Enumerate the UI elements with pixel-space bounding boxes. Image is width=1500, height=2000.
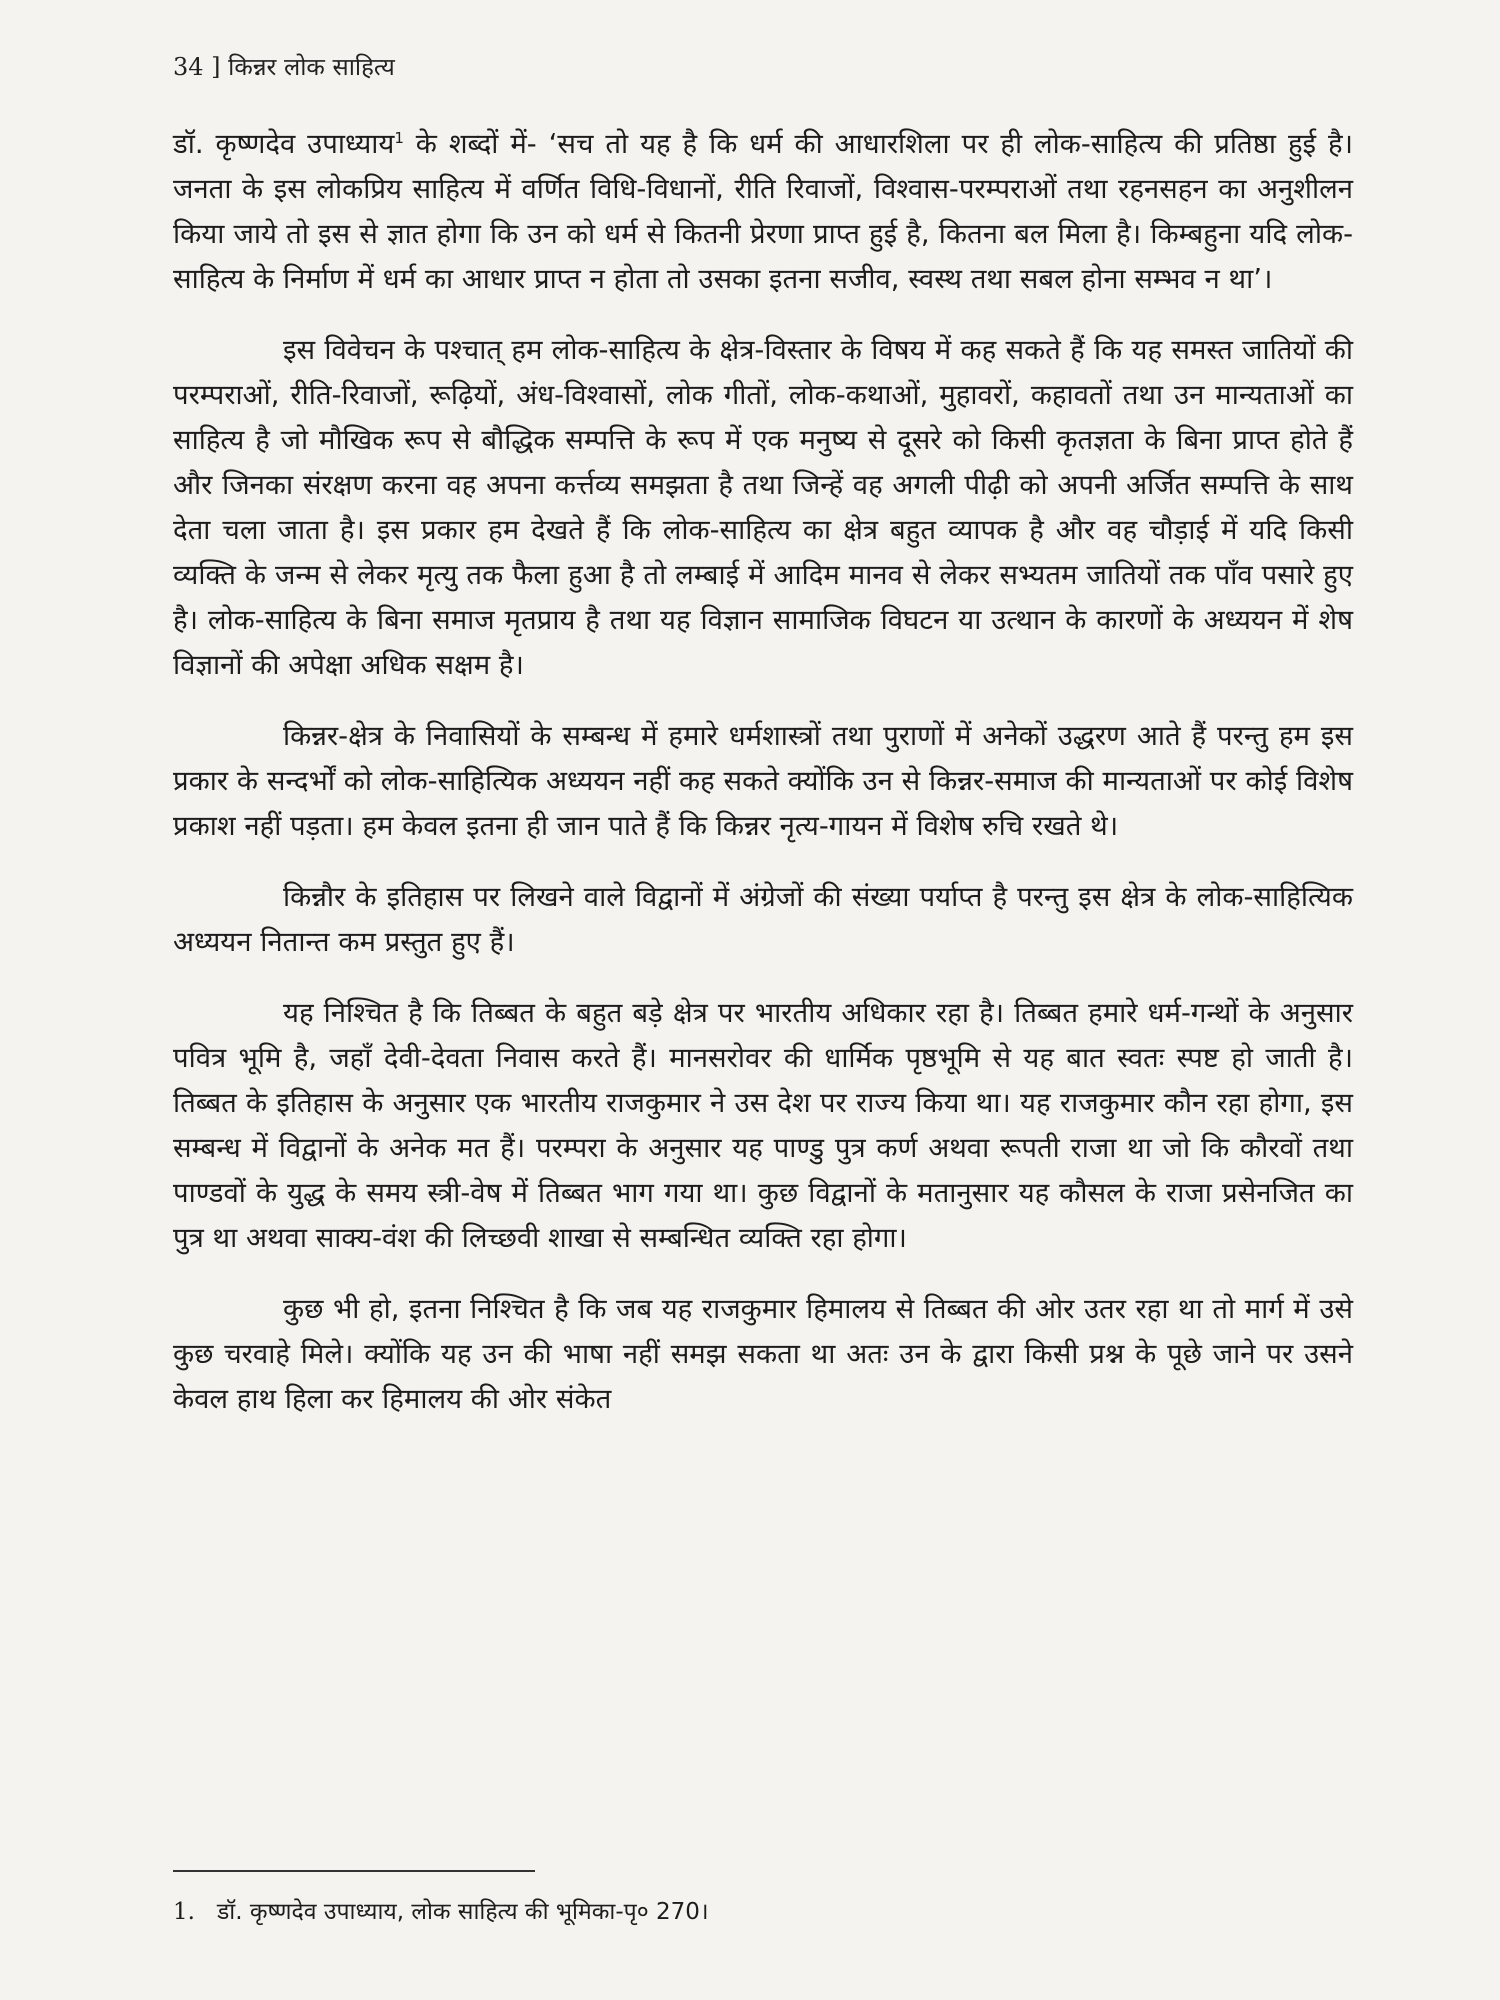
paragraph-5: यह निश्चित है कि तिब्बत के बहुत बड़े क्षेत्र पर भारतीय अधिकार रहा है। तिब्बत हमारे धर्म-गन्थों के अनुसार पवित्र भूमि है, जहाँ देवी-देवता निवास करते हैं। मानसरोवर की धार्मिक पृष्ठभूमि से यह बात स्वतः स्पष्ट हो जाती है। तिब्बत के इतिहास के अनुसार एक भारतीय राजकुमार ने उस देश पर राज्य किया था। यह राजकुमार कौन रहा होगा, इस सम्बन्ध में विद्वानों के अनेक मत हैं। परम्परा के अनुसार यह पाण्डु पुत्र कर्ण अथवा रूपती राजा था जो कि कौरवों तथा पाण्डवों के युद्ध के समय स्त्री-वेष में तिब्बत भाग गया था। कुछ विद्वानों के मतानुसार यह कौसल के राजा प्रसेनजित का पुत्र था अथवा साक्य-वंश की लिच्छवी शाखा से सम्बन्धित व्यक्ति रहा होगा। bbox=[173, 997, 1353, 1254]
paragraph-1 bbox=[173, 122, 1353, 302]
quoted-author: डॉ. कृष्णदेव उपाध्याय bbox=[173, 128, 395, 160]
footnote bbox=[173, 1895, 1353, 1929]
paragraph-6: कुछ भी हो, इतना निश्चित है कि जब यह राजकुमार हिमालय से तिब्बत की ओर उतर रहा था तो मार्ग में उसे कुछ चरवाहे मिले। क्योंकि यह उन की भाषा नहीं समझ सकता था अतः उन के द्वारा किसी प्रश्न के पूछे जाने पर उसने केवल हाथ हिला कर हिमालय की ओर संकेत bbox=[173, 1293, 1353, 1415]
main-text bbox=[173, 122, 1353, 1448]
footnote-number: 1. bbox=[173, 1899, 195, 1925]
paragraph-3: किन्नर-क्षेत्र के निवासियों के सम्बन्ध में हमारे धर्मशास्त्रों तथा पुराणों में अनेकों उद्धरण आते हैं परन्तु हम इस प्रकार के सन्दर्भों को लोक-साहित्यिक अध्ययन नहीं कह सकते क्योंकि उन से किन्नर-समाज की मान्यताओं पर कोई विशेष प्रकाश नहीं पड़ता। हम केवल इतना ही जान पाते हैं कि किन्नर नृत्य-गायन में विशेष रुचि रखते थे। bbox=[173, 720, 1353, 842]
paragraph-4: किन्नौर के इतिहास पर लिखने वाले विद्वानों में अंग्रेजों की संख्या पर्याप्त है परन्तु इस क्षेत्र के लोक-साहित्यिक अध्ययन नितान्त कम प्रस्तुत हुए हैं। bbox=[173, 881, 1353, 958]
book-title: किन्नर लोक साहित्य bbox=[228, 53, 395, 81]
quote-text: के शब्दों में- ‘सच तो यह है कि धर्म की आधारशिला पर ही लोक-साहित्य की प्रतिष्ठा हुई है। जनता के इस लोकप्रिय साहित्य में वर्णित विधि-विधानों, रीति रिवाजों, विश्वास-परम्पराओं तथा रहनसहन का अनुशीलन किया जाये तो इस से ज्ञात होगा कि उन को धर्म से कितनी प्रेरणा प्राप्त हुई है, कितना बल मिला है। किम्बहुना यदि लोक-साहित्य के निर्माण में धर्म का आधार प्राप्त न होता तो उसका इतना सजीव, स्वस्थ तथा सबल होना सम्भव न था’। bbox=[173, 128, 1353, 295]
paragraph-2: इस विवेचन के पश्चात् हम लोक-साहित्य के क्षेत्र-विस्तार के विषय में कह सकते हैं कि यह समस्त जातियों की परम्पराओं, रीति-रिवाजों, रूढ़ियों, अंध-विश्वासों, लोक गीतों, लोक-कथाओं, मुहावरों, कहावतों तथा उन मान्यताओं का साहित्य है जो मौखिक रूप से बौद्धिक सम्पत्ति के रूप में एक मनुष्य से दूसरे को किसी कृतज्ञता के बिना प्राप्त होते हैं और जिनका संरक्षण करना वह अपना कर्त्तव्य समझता है तथा जिन्हें वह अगली पीढ़ी को अपनी अर्जित सम्पत्ति के साथ देता चला जाता है। इस प्रकार हम देखते हैं कि लोक-साहित्य का क्षेत्र बहुत व्यापक है और वह चौड़ाई में यदि किसी व्यक्ति के जन्म से लेकर मृत्यु तक फैला हुआ है तो लम्बाई में आदिम मानव से लेकर सभ्यतम जातियों तक पाँव पसारे हुए है। लोक-साहित्य के बिना समाज मृतप्राय है तथा यह विज्ञान सामाजिक विघटन या उत्थान के कारणों के अध्ययन में शेष विज्ञानों की अपेक्षा अधिक सक्षम है। bbox=[173, 334, 1353, 681]
footnote-text: डॉ. कृष्णदेव उपाध्याय, लोक साहित्य की भूमिका-पृ० 270। bbox=[216, 1899, 709, 1925]
page-number: 34 ] bbox=[173, 53, 221, 81]
footnote-reference: 1 bbox=[394, 128, 404, 147]
footnote-divider bbox=[173, 1870, 535, 1872]
running-header bbox=[173, 50, 395, 84]
